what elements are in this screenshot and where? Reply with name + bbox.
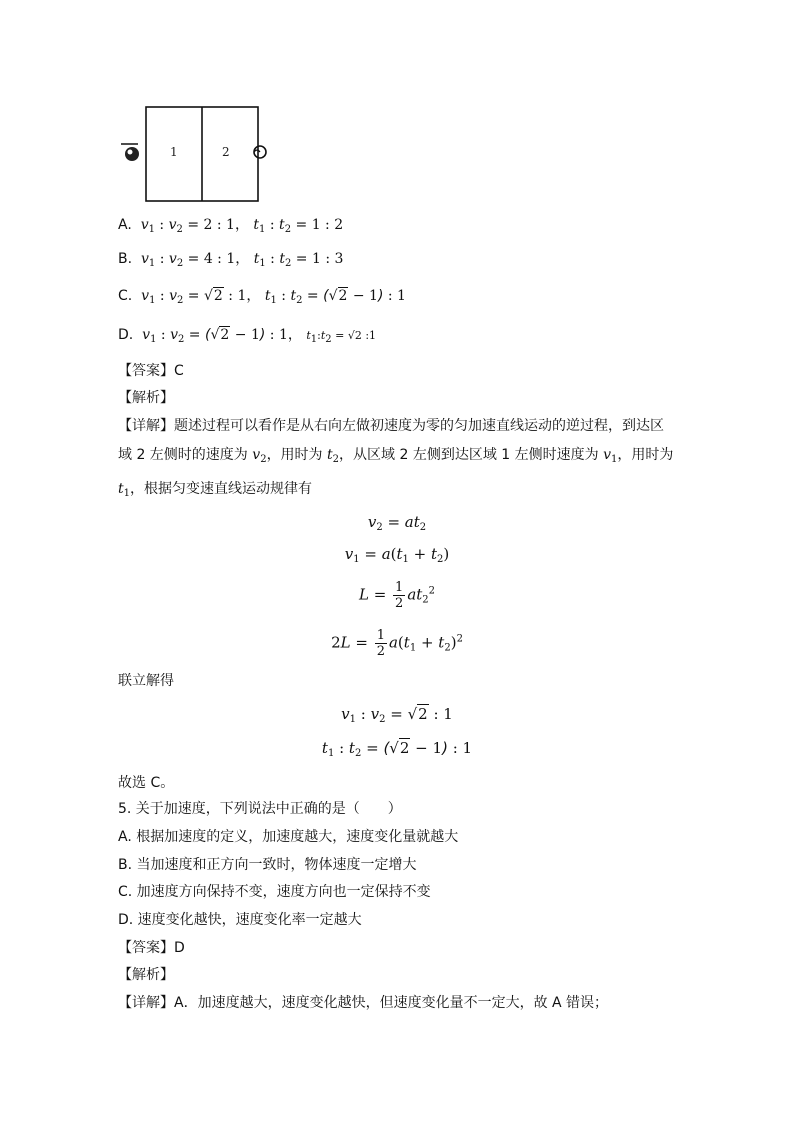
analysis-label-prev: 【解析】 [118, 390, 174, 406]
two-region-figure [118, 104, 268, 204]
detail-line-2: 域 2 左侧时的速度为 $v_2$，用时为 $t_2$，从区域 2 左侧到达区域 1 左侧时速度为 $v_1$，用时为 [118, 447, 674, 465]
equation-1: $v_2 = at_2$ [367, 513, 427, 533]
question-5-analysis-label: 【解析】 [118, 967, 174, 983]
option-b: B. $v_1$ : $v_2 = 4$ : 1， $t_1$ : $t_2 = 1$ : 3 [118, 251, 344, 269]
region-2-label: 2 [222, 145, 230, 159]
question-5-detail: 【详解】A．加速度越大，速度变化越快，但速度变化量不一定大，故 A 错误； [118, 995, 609, 1011]
question-5-stem: 5. 关于加速度，下列说法中正确的是（ ） [118, 801, 402, 817]
detail-line-1: 【详解】题述过程可以看作是从右向左做初速度为零的匀加速直线运动的逆过程，到达区 [118, 418, 664, 434]
question-5-option-a: A. 根据加速度的定义，加速度越大，速度变化量就越大 [118, 829, 459, 845]
option-c: C. $v_1$ : $v_2 = √2$ : 1， $t_1$ : $t_2 = (√2 - 1)$ : 1 [118, 288, 406, 306]
result-2: $t_1$ : $t_2 = (√2 - 1)$ : 1 [321, 739, 473, 759]
equation-4: 2L = $\frac{1}{2}$ $a(t_1 + t_2)^2$ [331, 628, 463, 659]
left-ball-icon [121, 144, 139, 161]
question-5-option-d: D. 速度变化越快，速度变化率一定越大 [118, 912, 362, 928]
question-5-option-b: B. 当加速度和正方向一致时，物体速度一定增大 [118, 857, 417, 873]
answer-prev: 【答案】C [118, 363, 184, 379]
solve-text: 联立解得 [118, 673, 174, 689]
detail-line-3: $t_1$，根据匀变速直线运动规律有 [118, 481, 313, 499]
equation-2: $v_1 = a(t_1 + t_2)$ [344, 545, 450, 565]
region-1-label: 1 [170, 145, 178, 159]
question-5-option-c: C. 加速度方向保持不变，速度方向也一定保持不变 [118, 884, 431, 900]
result-1: $v_1$ : $v_2 = √2$ : 1 [341, 705, 453, 725]
question-5-answer: 【答案】D [118, 940, 185, 956]
right-ball-icon [254, 146, 266, 158]
option-d: D. $v_1$ : $v_2 = (√2 - 1)$ : 1， t1:t2 = √2 :1 [118, 327, 377, 345]
conclusion: 故选 C。 [118, 775, 175, 791]
option-a: A. $v_1$ : $v_2 = 2$ : 1， $t_1$ : $t_2 = 1$ : 2 [118, 217, 344, 235]
equation-3: L = $\frac{1}{2}$ $at_2^2$ [358, 580, 436, 611]
